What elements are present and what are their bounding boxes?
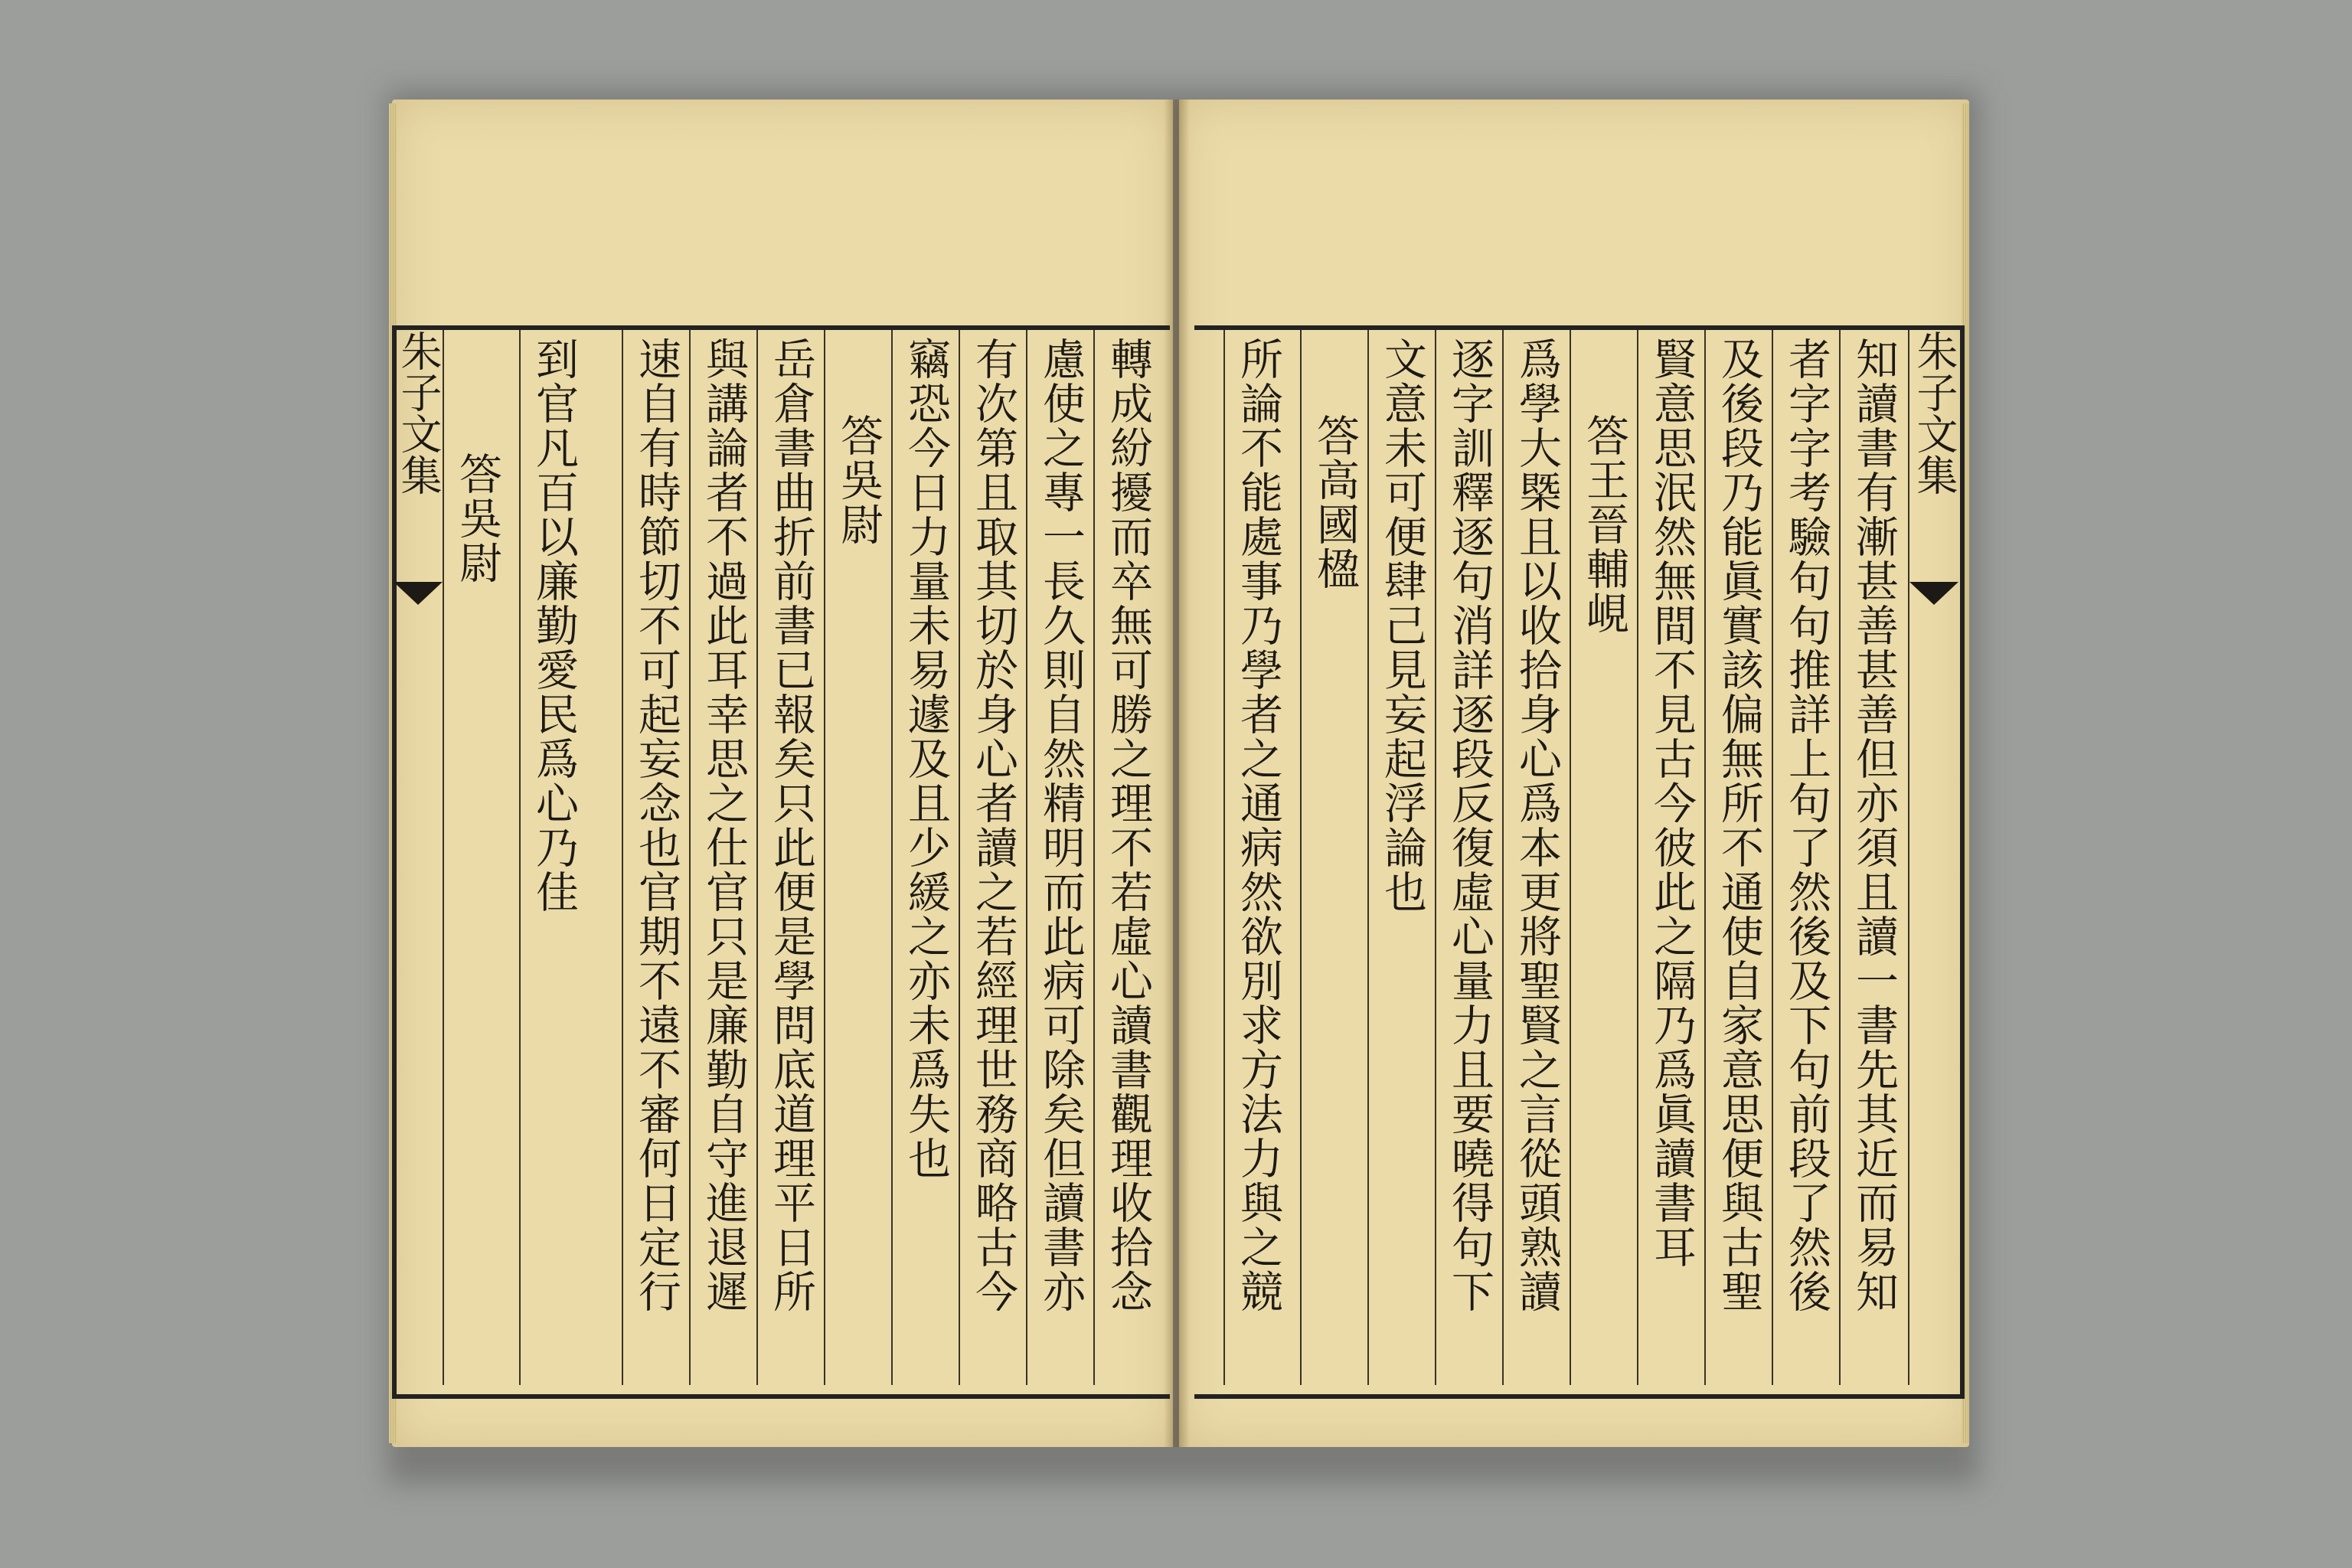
column-rule (824, 330, 825, 1385)
text-column: 到官凡百以廉勤愛民爲心乃佳 (529, 337, 579, 914)
column-rule (1026, 330, 1027, 1385)
text-column: 岳倉書曲折前書已報矣只此便是學問底道理平日所 (766, 337, 816, 1314)
column-rule (1093, 330, 1095, 1385)
letter-heading: 答吳尉 (452, 452, 502, 585)
column-rule (443, 330, 444, 1385)
text-column: 轉成紛擾而卒無可勝之理不若虛心讀書觀理收拾念 (1103, 337, 1153, 1314)
column-rule (622, 330, 623, 1385)
text-column: 慮使之專一長久則自然精明而此病可除矣但讀書亦 (1036, 337, 1086, 1314)
column-rule (1435, 330, 1436, 1385)
banxin-title: 朱子文集 (394, 330, 443, 495)
text-column: 及後段乃能眞實該偏無所不通使自家意思便與古聖 (1714, 337, 1764, 1314)
text-column: 爲學大槩且以收拾身心爲本更將聖賢之言從頭熟讀 (1512, 337, 1562, 1314)
column-rule (1637, 330, 1638, 1385)
text-column: 所論不能處事乃學者之通病然欲別求方法力與之競 (1233, 337, 1283, 1314)
column-rule (1772, 330, 1773, 1385)
column-rule (1704, 330, 1706, 1385)
column-rule (1570, 330, 1571, 1385)
text-column: 者字字考驗句句推詳上句了然後及下句前段了然後 (1782, 337, 1831, 1314)
text-column: 竊恐今日力量未易遽及且少緩之亦未爲失也 (901, 337, 951, 1181)
text-column: 有次第且取其切於身心者讀之若經理世務商略古今 (969, 337, 1018, 1314)
column-rule (519, 330, 521, 1385)
fish-tail-mark (1909, 582, 1958, 612)
column-rule (756, 330, 758, 1385)
banxin-title: 朱子文集 (1910, 330, 1958, 495)
letter-heading: 答高國楹 (1310, 413, 1360, 591)
column-rule (1839, 330, 1841, 1385)
text-column: 知讀書有漸甚善甚善但亦須且讀一書先其近而易知 (1849, 337, 1899, 1314)
column-rule (1908, 330, 1909, 1385)
letter-heading: 答王晉輔峴 (1579, 413, 1629, 635)
column-rule (1502, 330, 1504, 1385)
letter-heading: 答吳尉 (834, 413, 884, 547)
column-rule (689, 330, 691, 1385)
column-rule (1223, 330, 1225, 1385)
text-column: 文意未可便肆己見妄起浮論也 (1377, 337, 1427, 914)
text-column: 賢意思泯然無間不見古今彼此之隔乃爲眞讀書耳 (1647, 337, 1697, 1269)
right-banxin (1909, 330, 1958, 1385)
text-column: 與講論者不過此耳幸思之仕官只是廉勤自守進退遲 (699, 337, 749, 1314)
column-rule (959, 330, 960, 1385)
column-rule (1300, 330, 1302, 1385)
column-rule (1367, 330, 1369, 1385)
fish-tail-mark (394, 582, 443, 612)
left-banxin (394, 330, 443, 1385)
text-column: 速自有時節切不可起妄念也官期不遠不審何日定行 (632, 337, 681, 1314)
column-rule (891, 330, 893, 1385)
text-column: 逐字訓釋逐句消詳逐段反復虛心量力且要曉得句下 (1445, 337, 1494, 1314)
